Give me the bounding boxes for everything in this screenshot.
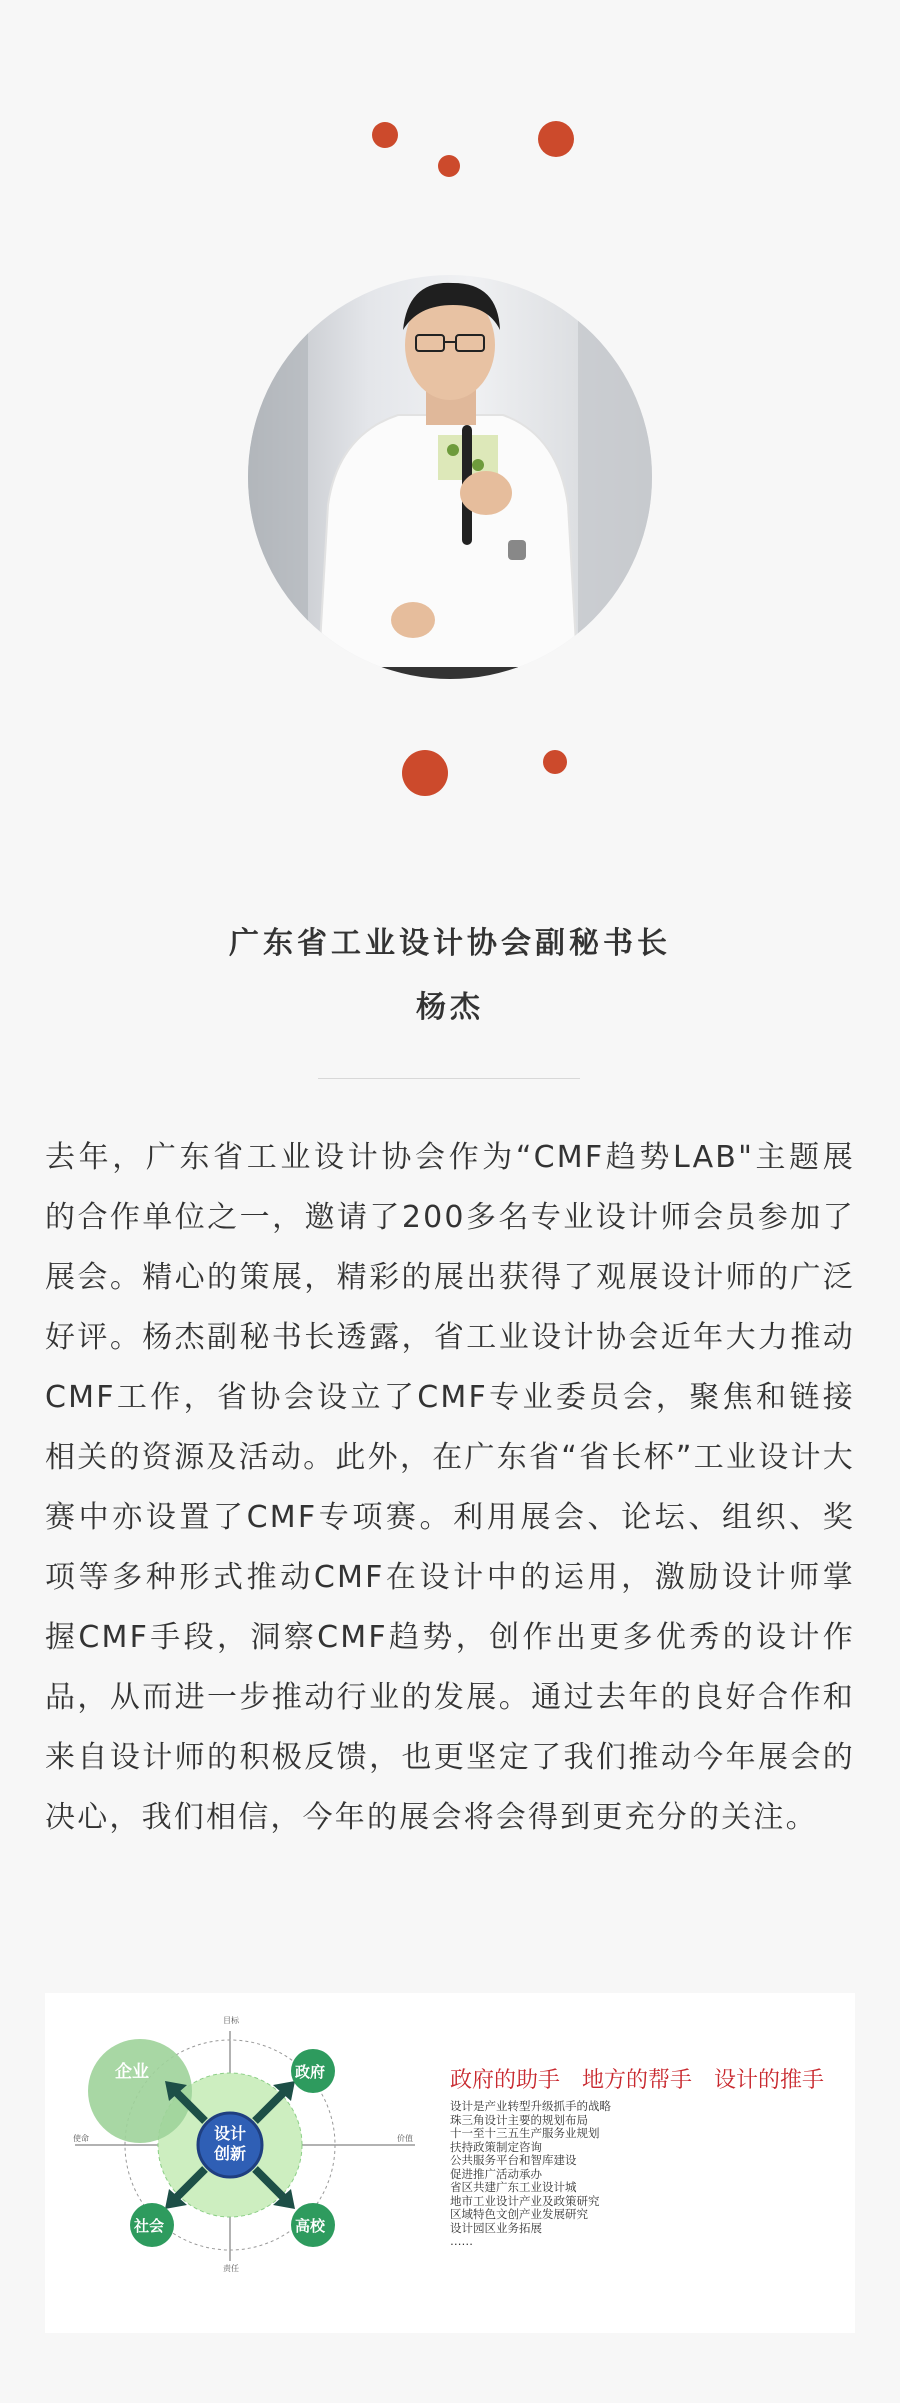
node-government: 政府 — [295, 2063, 326, 2081]
list-item: 珠三角设计主要的规划布局 — [450, 2112, 588, 2127]
list-item: 十一至十三五生产服务业规划 — [450, 2126, 600, 2140]
axis-right-label: 价值 — [397, 2134, 413, 2143]
list-item: 公共服务平台和智库建设 — [450, 2153, 577, 2167]
decor-dot — [543, 750, 567, 774]
article-paragraph: 去年，广东省工业设计协会作为“CMF趋势LAB"主题展的合作单位之一，邀请了200多名专业设计师会员参加了展会。精心的策展，精彩的展出获得了观展设计师的广泛好评。杨杰副秘书长透露，省工业设计协会近年大力推动CMF工作，省协会设立了CMF专业委员会，聚焦和链接相关的资源及活动。此外，在广东省“省长杯”工业设计大赛中亦设置了CMF专项赛。利用展会、论坛、组织、奖项等多种形式推动CMF在设计中的运用，激励设计师掌握CMF手段，洞察CMF趋势，创作出更多优秀的设计作品，从而进一步推动行业的发展。通过去年的良好合作和来自设计师的积极反馈，也更坚定了我们推动今年展会的决心，我们相信，今年的展会将会得到更充分的关注。 — [45, 1140, 855, 1835]
list-item: 扶持政策制定咨询 — [450, 2139, 542, 2154]
list-item: 促进推广活动承办 — [450, 2166, 542, 2181]
node-enterprise: 企业 — [115, 2062, 149, 2082]
person-illustration — [248, 275, 652, 679]
axis-bottom-label: 责任 — [223, 2264, 239, 2273]
speaker-name: 杨杰 — [416, 990, 484, 1025]
list-item: …… — [450, 2234, 473, 2248]
decor-dot — [538, 121, 574, 157]
list-item: 省区共建广东工业设计城 — [450, 2180, 577, 2194]
card-title: 政府的助手 地方的帮手 设计的推手 — [450, 2068, 825, 2093]
axis-left-label: 使命 — [73, 2134, 89, 2143]
portrait-photo — [248, 275, 652, 679]
speaker-title: 广东省工业设计协会副秘书长 — [229, 926, 671, 961]
service-list — [450, 2100, 611, 2249]
decor-dot — [438, 155, 460, 177]
list-item: 区域特色文创产业发展研究 — [450, 2207, 588, 2221]
list-item: 设计园区业务拓展 — [450, 2220, 542, 2235]
list-item: 地市工业设计产业及政策研究 — [450, 2193, 600, 2208]
node-society: 社会 — [134, 2217, 165, 2235]
decor-dot — [372, 122, 398, 148]
divider — [318, 1078, 580, 1079]
node-university: 高校 — [295, 2217, 326, 2235]
axis-top-label: 目标 — [223, 2016, 239, 2025]
decor-dot — [402, 750, 448, 796]
list-item: 设计是产业转型升级抓手的战略 — [450, 2099, 611, 2113]
center-label: 设计创新 — [213, 2124, 246, 2163]
diagram-card — [45, 1993, 855, 2333]
